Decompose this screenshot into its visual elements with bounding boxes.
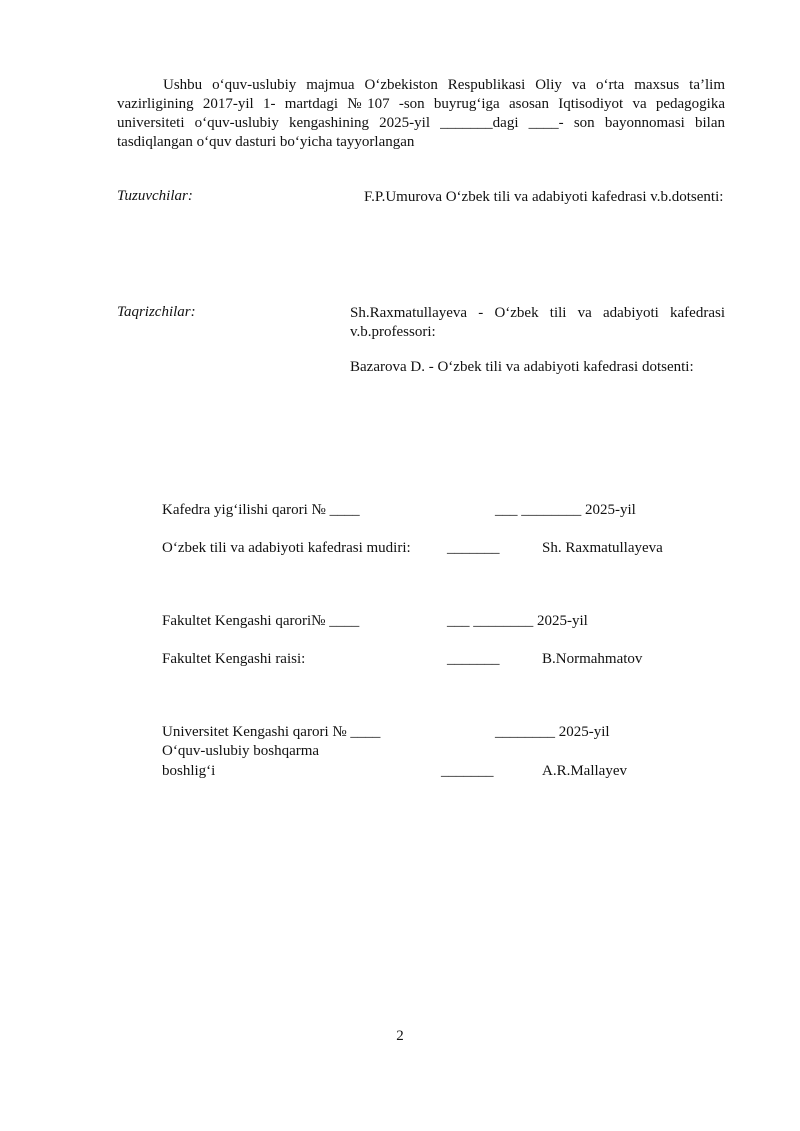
intro-text: Ushbu oʻquv-uslubiy majmua Oʻzbekiston Respublikasi Oliy va oʻrta maxsus ta’lim vazirligining 2017-yil 1- martdagi №107 -son buyrugʻiga asosan Iqtisodiyot va pedagogika universiteti oʻquv-uslubiy kengashining 2025-yil _______dagi ____- son bayonnomasi bilan tasdiqlangan oʻquv dasturi boʻyicha tayyorlangan bbox=[117, 77, 725, 150]
edu-dept-signature-line: _______ bbox=[441, 763, 494, 779]
compiler-entry bbox=[350, 188, 725, 207]
dept-head-signature-line: _______ bbox=[447, 540, 500, 556]
dept-head-name: Sh. Raxmatullayeva bbox=[542, 540, 663, 556]
dept-meeting-label: Kafedra yigʻilishi qarori № ____ bbox=[162, 502, 360, 518]
compilers-label: Tuzuvchilar: bbox=[117, 188, 193, 204]
university-meeting-label: Universitet Kengashi qarori № ____ bbox=[162, 724, 381, 740]
edu-dept-title-line2: boshligʻi bbox=[162, 763, 216, 779]
faculty-meeting-date: ___ ________ 2025-yil bbox=[447, 613, 588, 629]
faculty-chair-row bbox=[162, 649, 722, 669]
faculty-chair-label: Fakultet Kengashi raisi: bbox=[162, 651, 306, 667]
faculty-chair-name: B.Normahmatov bbox=[542, 651, 643, 667]
edu-dept-name: A.R.Mallayev bbox=[542, 763, 627, 779]
dept-head-label: Oʻzbek tili va adabiyoti kafedrasi mudiri: bbox=[162, 540, 411, 556]
reviewer-entry-2-text: Bazarova D. - Oʻzbek tili va adabiyoti kafedrasi dotsenti: bbox=[350, 359, 694, 375]
intro-paragraph bbox=[117, 76, 725, 152]
faculty-meeting-row bbox=[162, 611, 722, 631]
edu-dept-row-1 bbox=[162, 741, 722, 761]
reviewer-entry-1-text: Sh.Raxmatullayeva - Oʻzbek tili va adabiyoti kafedrasi v.b.professori: bbox=[350, 305, 725, 340]
dept-head-row bbox=[162, 538, 722, 558]
dept-meeting-row bbox=[162, 500, 722, 520]
dept-meeting-date: ___ ________ 2025-yil bbox=[495, 502, 636, 518]
reviewer-entry-2 bbox=[350, 358, 725, 377]
edu-dept-row-2 bbox=[162, 761, 722, 781]
university-meeting-date: ________ 2025-yil bbox=[495, 724, 610, 740]
compiler-entry-text: F.P.Umurova Oʻzbek tili va adabiyoti kafedrasi v.b.dotsenti: bbox=[364, 189, 724, 205]
university-meeting-row bbox=[162, 722, 722, 742]
faculty-meeting-label: Fakultet Kengashi qarori№ ____ bbox=[162, 613, 360, 629]
page-number: 2 bbox=[396, 1028, 404, 1044]
faculty-chair-signature-line: _______ bbox=[447, 651, 500, 667]
reviewer-entry-1 bbox=[350, 304, 725, 342]
edu-dept-title-line1: Oʻquv-uslubiy boshqarma bbox=[162, 743, 320, 759]
reviewers-label: Taqrizchilar: bbox=[117, 304, 196, 320]
